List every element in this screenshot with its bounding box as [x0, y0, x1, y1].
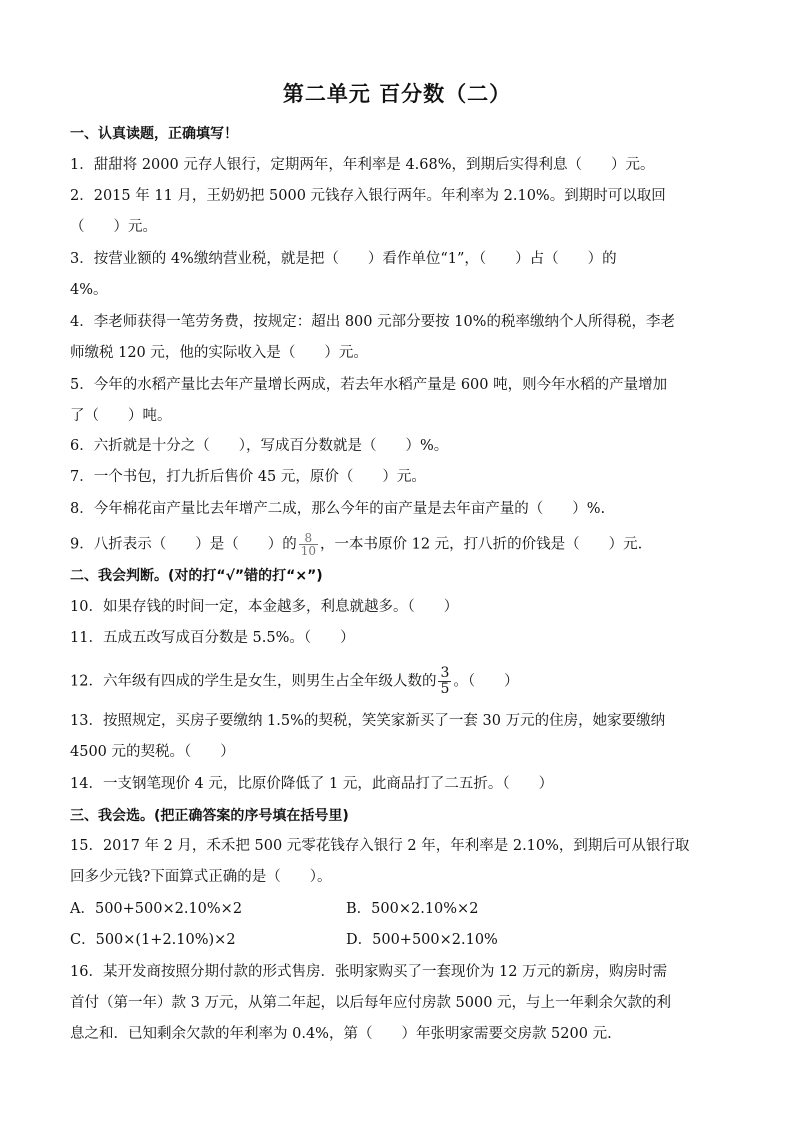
question-4-line-2: 师缴税 120 元，他的实际收入是（ ）元。 — [70, 345, 368, 361]
fraction-3-5 — [438, 666, 451, 697]
question-2-line-1: 2．2015 年 11 月，王奶奶把 5000 元钱存入银行两年。年利率为 2.10%。到期时可以取回 — [70, 188, 666, 204]
question-12 — [70, 666, 519, 697]
question-12-text-before: 12．六年级有四成的学生是女生，则男生占全年级人数的 — [70, 673, 437, 690]
question-15-option-a: A．500+500×2.10%×2 — [70, 901, 243, 917]
section-heading-choose: 三、我会选。(把正确答案的序号填在括号里) — [70, 808, 349, 824]
fraction-8-10 — [299, 532, 318, 557]
question-5-line-1: 5．今年的水稻产量比去年产量增长两成，若去年水稻产量是 600 吨，则今年水稻的产量增加 — [70, 377, 668, 393]
question-15-option-b: B．500×2.10%×2 — [346, 901, 479, 917]
question-12-text-after: 。（ ） — [453, 673, 519, 690]
question-14: 14．一支钢笔现价 4 元，比原价降低了 1 元，此商品打了二五折。（ ） — [70, 776, 554, 792]
page-title: 第二单元 百分数（二） — [282, 82, 512, 106]
question-16-line-2: 首付（第一年）款 3 万元，从第二年起，以后每年应付房款 5000 元，与上一年剩余欠款的利 — [70, 995, 672, 1011]
question-8: 8．今年棉花亩产量比去年增产二成，那么今年的亩产量是去年亩产量的（ ）%. — [70, 501, 606, 517]
question-4-line-1: 4．李老师获得一笔劳务费，按规定：超出 800 元部分要按 10%的税率缴纳个人所得税，李老 — [70, 314, 675, 330]
question-9-text-after: ，一本书原价 12 元，打八折的价钱是（ ）元. — [320, 536, 643, 553]
question-10: 10．如果存钱的时间一定，本金越多，利息就越多。（ ） — [70, 599, 459, 615]
question-15-line-2: 回多少元钱?下面算式正确的是（ ）。 — [70, 869, 332, 885]
fraction-denominator: 5 — [440, 681, 450, 697]
question-11: 11．五成五改写成百分数是 5.5%。（ ） — [70, 630, 355, 646]
question-15-line-1: 15．2017 年 2 月，禾禾把 500 元零花钱存入银行 2 年，年利率是 2.10%，到期后可从银行取 — [70, 838, 690, 854]
fraction-numerator: 3 — [440, 665, 450, 681]
question-3-line-1: 3．按营业额的 4%缴纳营业税，就是把（ ）看作单位“1”，（ ）占（ ）的 — [70, 251, 617, 267]
question-2-line-2: （ ）元。 — [70, 219, 157, 235]
question-5-line-2: 了（ ）吨。 — [70, 408, 172, 424]
question-16-line-3: 息之和．已知剩余欠款的年利率为 0.4%，第（ ）年张明家需要交房款 5200 元. — [70, 1026, 612, 1042]
question-13-line-2: 4500 元的契税。（ ） — [70, 744, 235, 760]
question-1: 1．甜甜将 2000 元存人银行，定期两年，年利率是 4.68%，到期后实得利息（ ）元。 — [70, 157, 655, 173]
question-15-option-d: D．500+500×2.10% — [346, 932, 498, 948]
question-9-text-before: 9．八折表示（ ）是（ ）的 — [70, 536, 297, 553]
question-6: 6．六折就是十分之（ ），写成百分数就是（ ）%。 — [70, 438, 449, 454]
question-3-line-2: 4%。 — [70, 282, 108, 298]
section-heading-judge: 二、我会判断。(对的打“√”错的打“×”) — [70, 568, 323, 584]
fraction-numerator: 8 — [299, 532, 318, 545]
question-7: 7．一个书包，打九折后售价 45 元，原价（ ）元。 — [70, 469, 426, 485]
question-9 — [70, 532, 642, 557]
fraction-denominator: 10 — [300, 544, 317, 558]
question-15-option-c: C．500×(1+2.10%)×2 — [70, 932, 236, 948]
section-heading-fill-in: 一、认真读题，正确填写！ — [70, 126, 238, 142]
question-16-line-1: 16．某开发商按照分期付款的形式售房．张明家购买了一套现价为 12 万元的新房，购房时需 — [70, 964, 668, 980]
question-13-line-1: 13．按照规定，买房子要缴纳 1.5%的契税，笑笑家新买了一套 30 万元的住房，她家要缴纳 — [70, 713, 666, 729]
